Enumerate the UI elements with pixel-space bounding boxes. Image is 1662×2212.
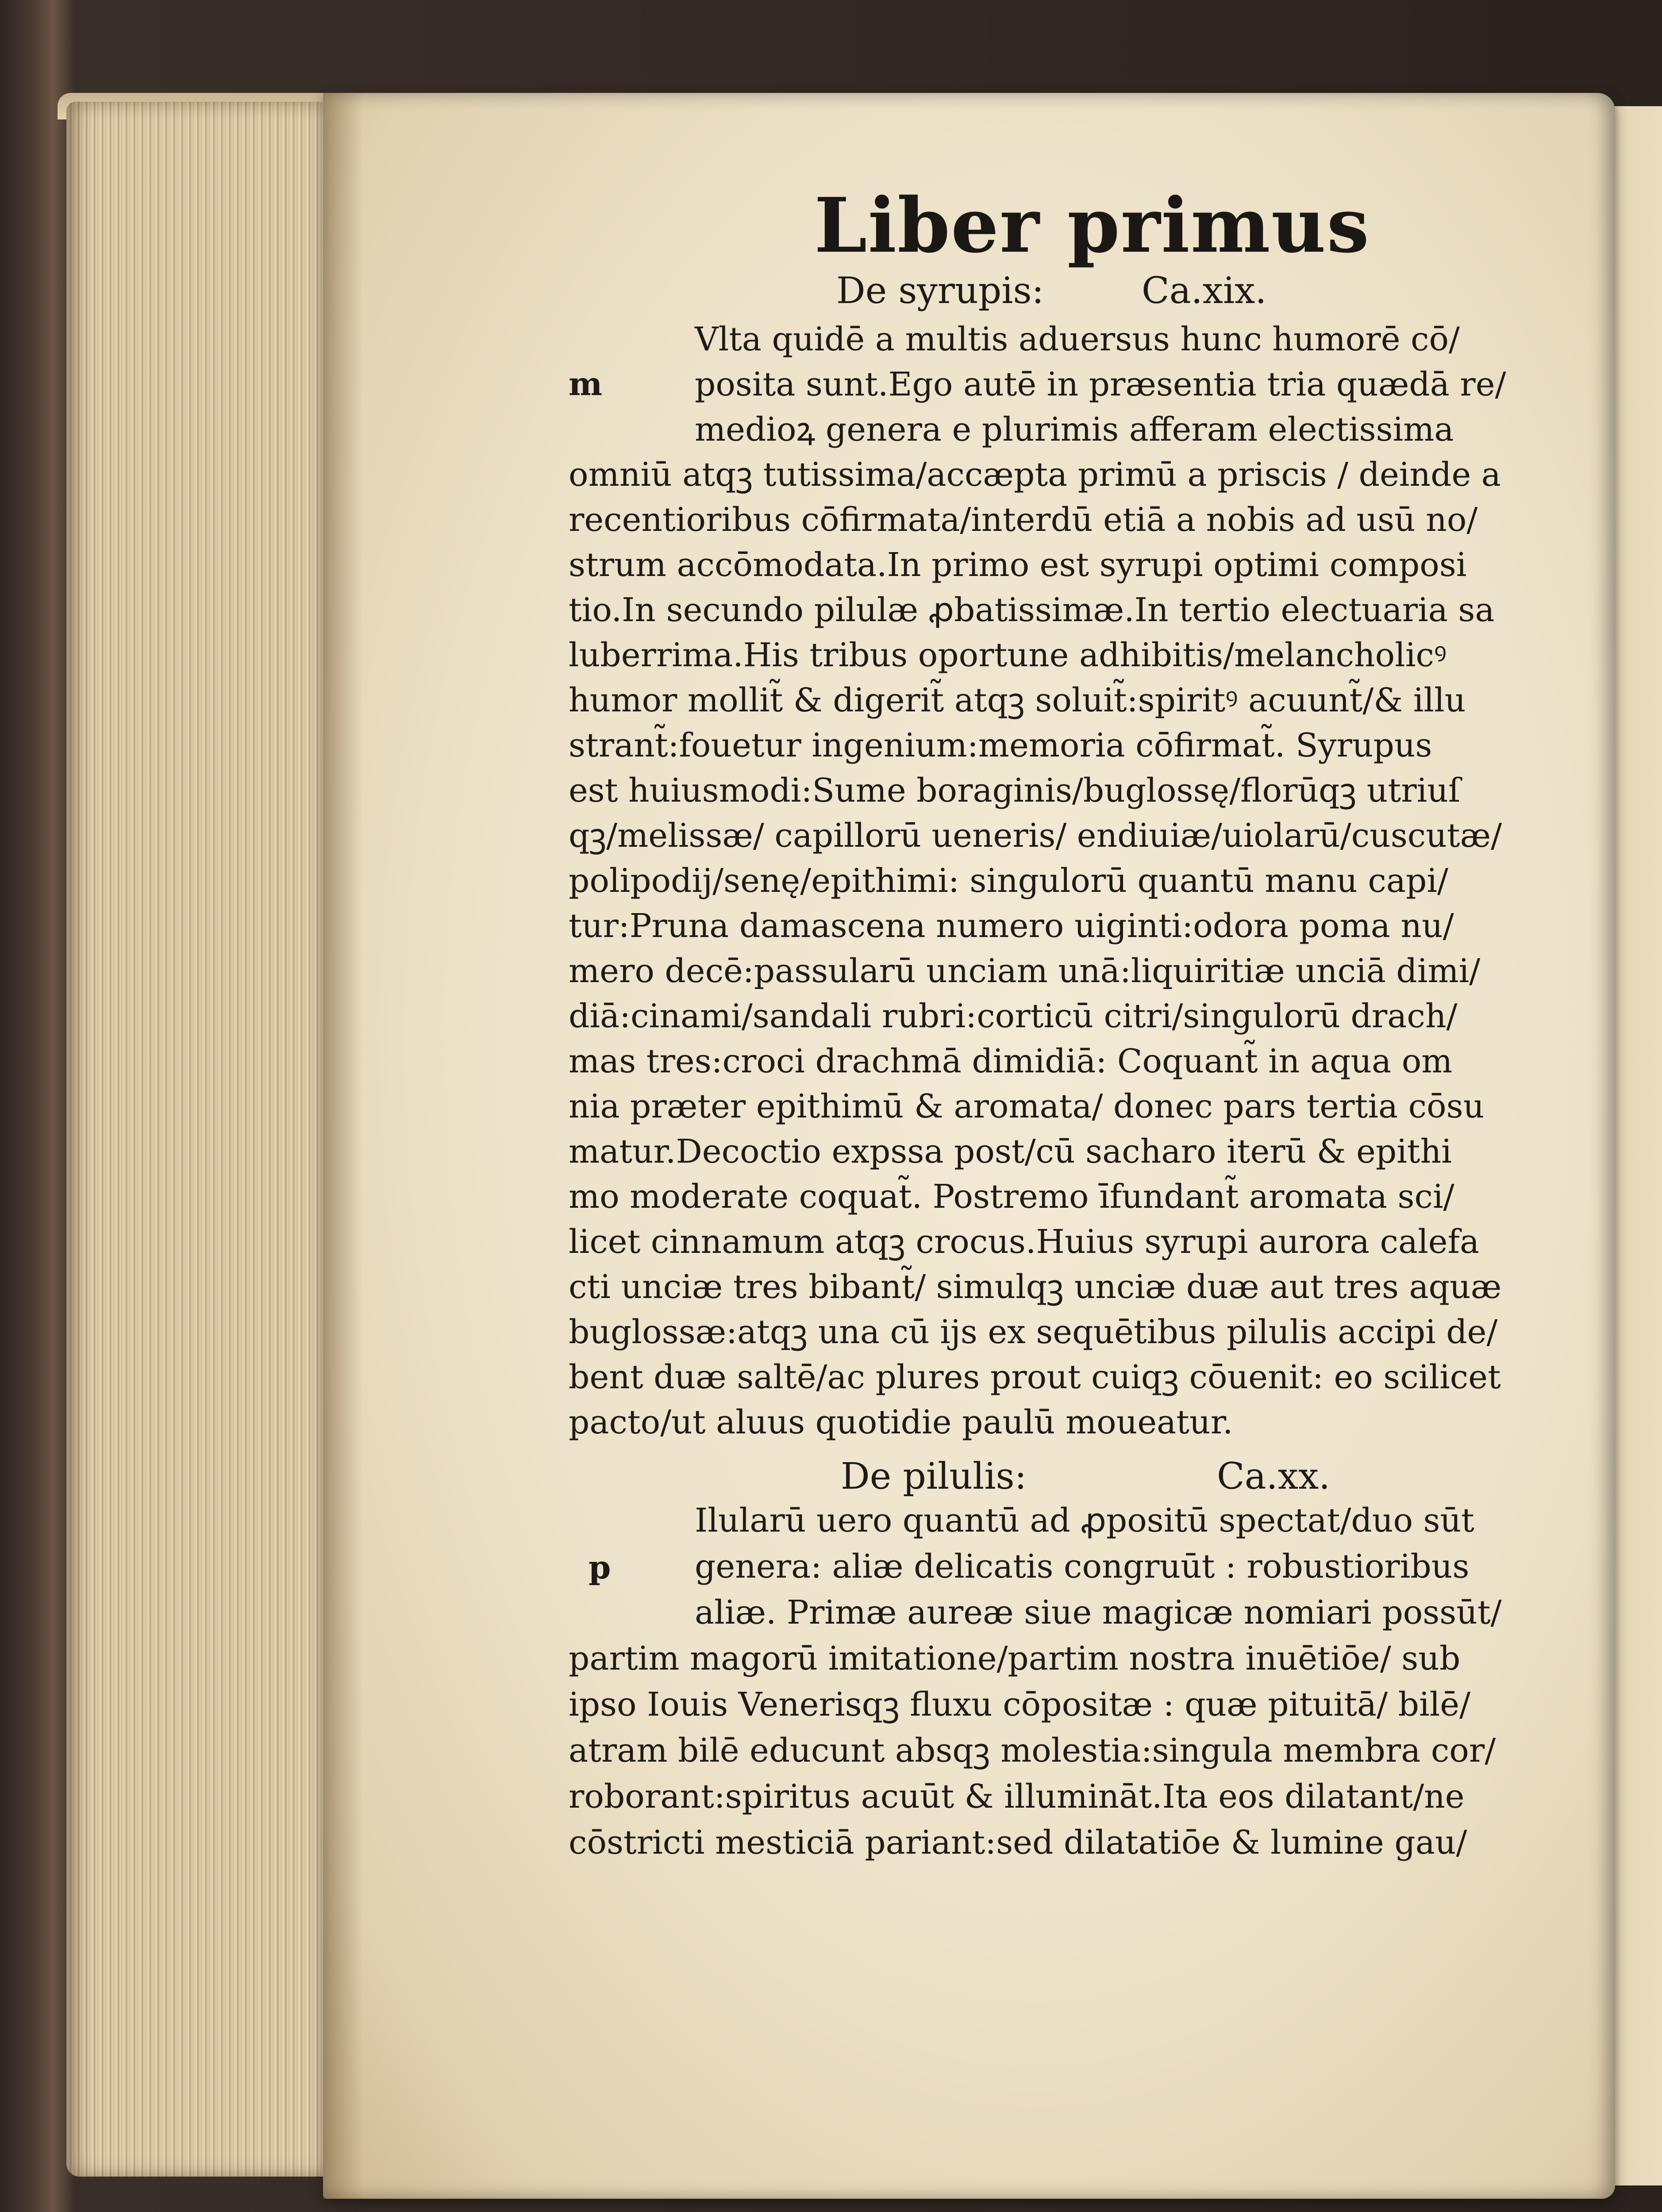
left-page-stack — [66, 102, 341, 2177]
text-line: polipodij/senę/epithimi: singulorū quantū manu capi/ — [569, 862, 1448, 900]
page-gutter-shadow — [323, 93, 363, 2199]
text-line: mas tres:croci drachmā dimidiā: Coquant̃ in aqua om — [569, 1042, 1453, 1080]
text-line: omniū atqꝫ tutissima/accæpta primū a priscis / deinde a — [569, 456, 1501, 494]
text-line: genera: aliæ delicatis congruūt : robustioribus — [695, 1548, 1470, 1586]
text-line: est huiusmodi:Sume boraginis/buglossę/florūqꝫ utriuſ — [569, 772, 1461, 810]
chapter-number: Ca.xx. — [1217, 1455, 1331, 1498]
text-line: humor mollit̃ & digerit̃ atqꝫ soluit̃:spiritꝰ acuunt̃/& illu — [569, 681, 1466, 719]
text-line: aliæ. Primæ aureæ siue magicæ nomiari possūt/ — [695, 1594, 1502, 1632]
text-line: Vlta quidē a multis aduersus hunc humorē cō/ — [695, 320, 1460, 358]
text-line: luberrima.His tribus oportune adhibitis/melancholicꝰ — [569, 636, 1447, 674]
guide-letter: p — [589, 1548, 611, 1586]
text-line: matur.Decoctio expssa post/cū sacharo iterū & epithi — [569, 1133, 1452, 1171]
text-line: partim magorū imitatione/partim nostra inuētiōe/ sub — [569, 1640, 1461, 1678]
text-line: mo moderate coquat̃. Postremo īfundant̃ aromata sci/ — [569, 1178, 1454, 1216]
running-head: Liber primus — [814, 181, 1370, 270]
text-line: cōstricti mesticiā pariant:sed dilatatiōe & lumine gau/ — [569, 1824, 1467, 1862]
text-line: buglossæ:atqꝫ una cū ijs ex sequētibus pilulis accipi de/ — [569, 1313, 1498, 1351]
section-heading-syrupis — [836, 270, 1267, 312]
text-line: tio.In secundo pilulæ ꝓbatissimæ.In tertio electuaria sa — [569, 591, 1495, 629]
guide-letter: m — [569, 365, 603, 403]
text-line: posita sunt.Ego autē in præsentia tria quædā re/ — [695, 365, 1506, 403]
section-title: De syrupis: — [836, 270, 1044, 312]
text-line: diā:cinami/sandali rubri:corticū citri/singulorū drach/ — [569, 997, 1458, 1035]
text-line: bent duæ saltē/ac plures prout cuiqꝫ cōuenit: eo scilicet — [569, 1358, 1501, 1396]
text-line: tur:Pruna damascena numero uiginti:odora poma nu/ — [569, 907, 1454, 945]
text-line: qꝫ/melissæ/ capillorū ueneris/ endiuiæ/uiolarū/cuscutæ/ — [569, 817, 1502, 855]
section-title: De pilulis: — [841, 1455, 1027, 1498]
text-line: licet cinnamum atqꝫ crocus.Huius syrupi aurora calefa — [569, 1223, 1480, 1261]
text-line: mero decē:passularū unciam unā:liquiritiæ unciā dimi/ — [569, 952, 1481, 990]
text-line: recentioribus cōfirmata/interdū etiā a nobis ad usū no/ — [569, 501, 1478, 539]
text-line: strum accōmodata.In primo est syrupi optimi composi — [569, 546, 1467, 584]
text-line: strant̃:fouetur ingenium:memoria cōfirmat̃. Syrupus — [569, 726, 1432, 764]
text-line: medioꝝ genera e plurimis afferam electissima — [695, 411, 1454, 449]
text-line: nia præter epithimū & aromata/ donec pars tertia cōsu — [569, 1087, 1485, 1125]
text-line: roborant:spiritus acuūt & illumināt.Ita eos dilatant/ne — [569, 1778, 1465, 1816]
text-line: cti unciæ tres bibant̃/ simulqꝫ unciæ duæ aut tres aquæ — [569, 1268, 1502, 1306]
section-heading-pilulis — [841, 1455, 1331, 1498]
text-line: ipso Iouis Venerisqꝫ fluxu cōpositæ : quæ pituitā/ bilē/ — [569, 1686, 1471, 1724]
text-line: Ilularū uero quantū ad ꝓpositū spectat/duo sūt — [695, 1502, 1474, 1540]
text-line: atram bilē educunt absqꝫ molestia:singula membra cor/ — [569, 1732, 1496, 1770]
text-line: pacto/ut aluus quotidie paulū moueatur. — [569, 1403, 1233, 1441]
chapter-number: Ca.xix. — [1142, 270, 1267, 312]
